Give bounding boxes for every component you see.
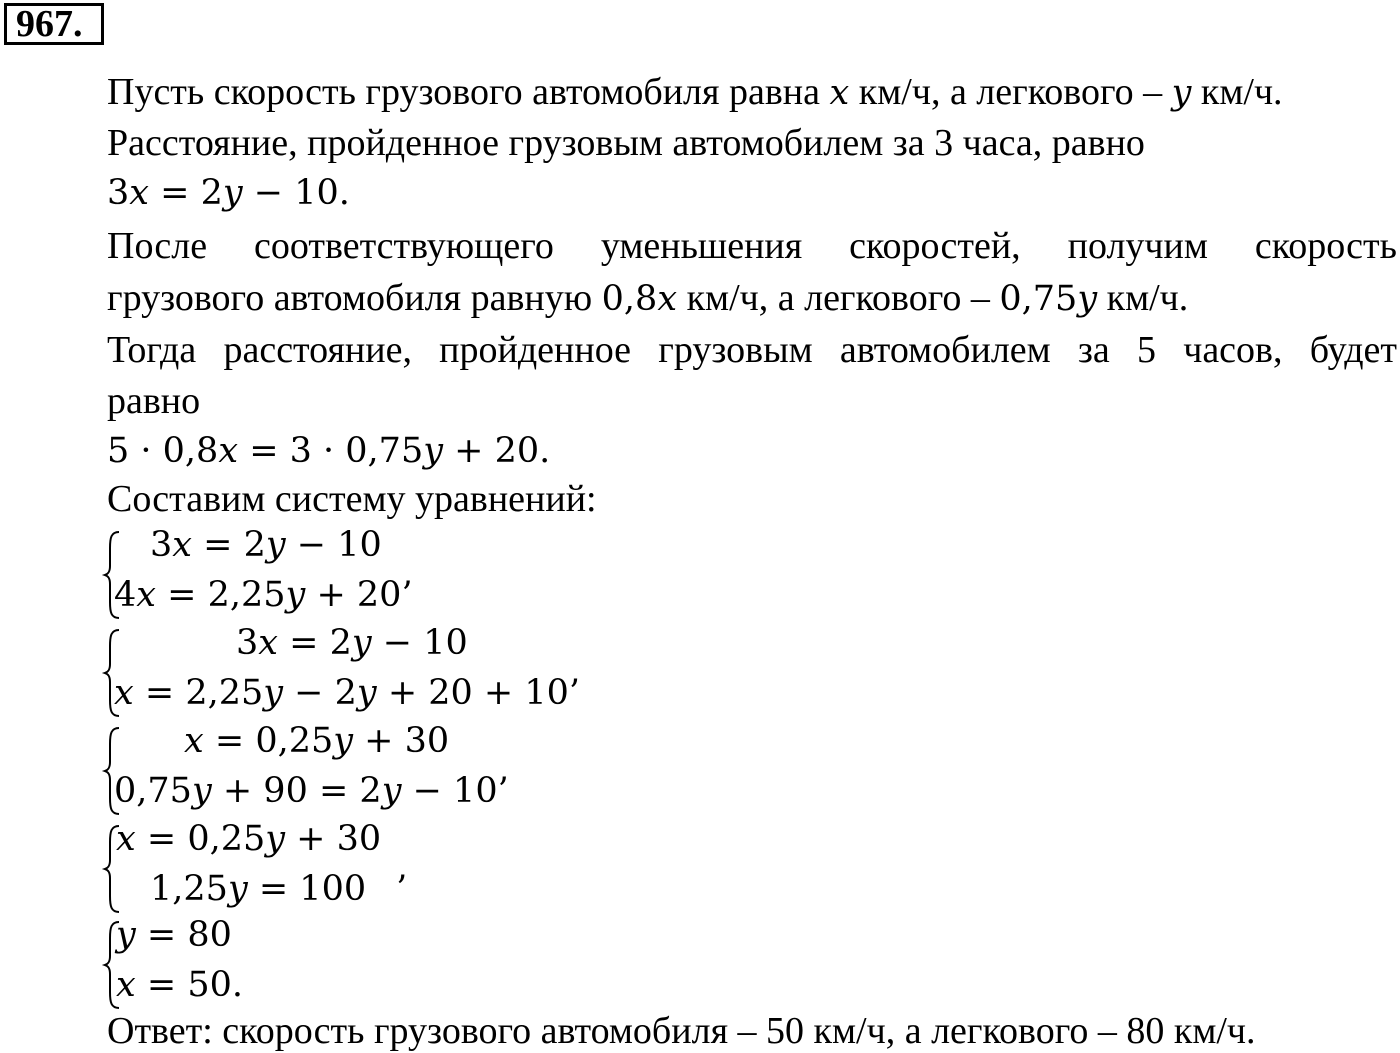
text-line-6: равно: [107, 380, 201, 422]
answer-line: Ответ: скорость грузового автомобиля – 50 км/ч, а легкового – 80 км/ч.: [107, 1010, 1256, 1052]
system-5-bottom-equation: x = 50.: [116, 965, 244, 1005]
system-1-top-equation: 3x = 2y − 10: [150, 525, 382, 565]
text-line-1: Пусть скорость грузового автомобиля равна x км/ч, а легкового – y км/ч.: [107, 71, 1283, 113]
problem-number-badge: 967.: [4, 3, 104, 45]
system-1-bottom-equation: 4x = 2,25y + 20’: [114, 575, 413, 615]
system-3-bottom-equation: 0,75y + 90 = 2y − 10’: [114, 771, 509, 811]
text-line-5: Тогда расстояние, пройденное грузовым автомобилем за 5 часов, будет: [107, 329, 1397, 371]
system-5-top-equation: y = 80: [116, 915, 232, 955]
equation-2: 5 · 0,8x = 3 · 0,75y + 20.: [107, 431, 551, 471]
equation-1: 3x = 2y − 10.: [107, 173, 350, 213]
text-line-4: грузового автомобиля равную 0,8x км/ч, а легкового – 0,75y км/ч.: [107, 277, 1189, 319]
system-3-top-equation: x = 0,25y + 30: [184, 721, 450, 761]
system-2-top-equation: 3x = 2y − 10: [236, 623, 468, 663]
text-line-7: Составим систему уравнений:: [107, 478, 597, 520]
system-4-top-equation: x = 0,25y + 30: [116, 819, 382, 859]
text-line-3: После соответствующего уменьшения скоростей, получим скорость: [107, 225, 1397, 267]
text-line-2: Расстояние, пройденное грузовым автомобилем за 3 часа, равно: [107, 122, 1145, 164]
system-2-bottom-equation: x = 2,25y − 2y + 20 + 10’: [114, 673, 581, 713]
system-4-bottom-equation: 1,25y = 100 ’: [150, 869, 408, 909]
